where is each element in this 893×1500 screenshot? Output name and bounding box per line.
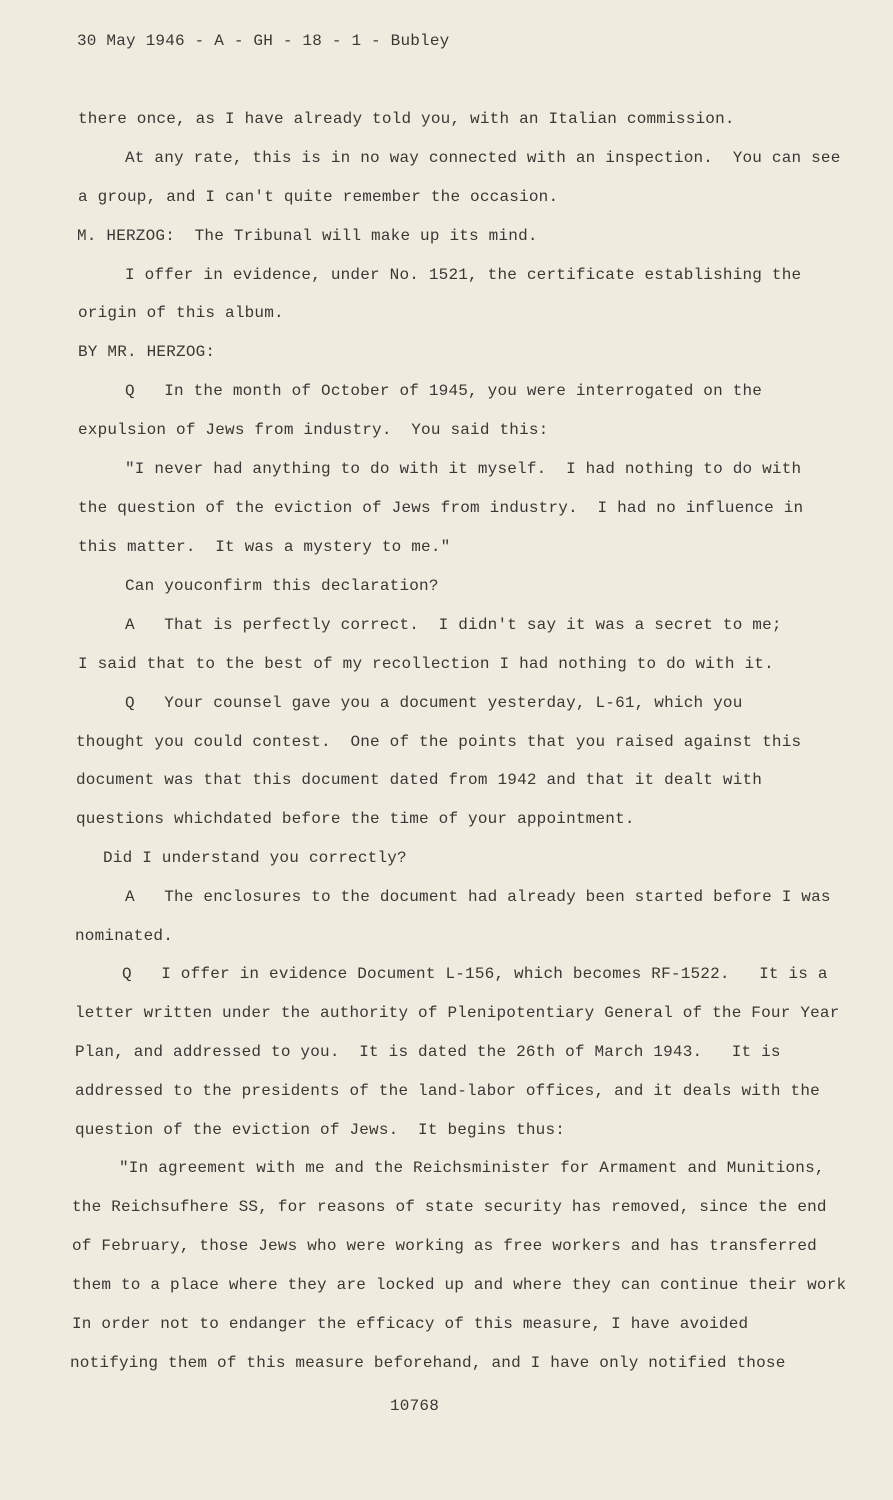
quote-line: of February, those Jews who were working as free workers and has transferred bbox=[72, 1237, 817, 1255]
text-line: Plan, and addressed to you. It is dated the 26th of March 1943. It is bbox=[75, 1043, 781, 1061]
quote-line: notifying them of this measure beforehand, and I have only notified those bbox=[70, 1354, 786, 1372]
text-line: document was that this document dated from 1942 and that it dealt with bbox=[76, 771, 763, 789]
quote-line: them to a place where they are locked up and where they can continue their work bbox=[72, 1276, 847, 1294]
text-line: Did I understand you correctly? bbox=[103, 849, 407, 867]
quote-line: the question of the eviction of Jews from industry. I had no influence in bbox=[78, 499, 804, 517]
text-line: a group, and I can't quite remember the occasion. bbox=[78, 188, 559, 206]
speaker-line: M. HERZOG: The Tribunal will make up its mind. bbox=[77, 227, 538, 245]
speaker-line: BY MR. HERZOG: bbox=[78, 343, 216, 361]
text-line: nominated. bbox=[75, 927, 174, 945]
text-line: addressed to the presidents of the land-labor offices, and it deals with the bbox=[75, 1082, 820, 1100]
quote-line: "In agreement with me and the Reichsminister for Armament and Munitions, bbox=[119, 1159, 825, 1177]
answer-line: A The enclosures to the document had already been started before I was bbox=[125, 888, 831, 906]
text-line: question of the eviction of Jews. It begins thus: bbox=[75, 1121, 566, 1139]
answer-line: A That is perfectly correct. I didn't say it was a secret to me; bbox=[125, 616, 782, 634]
text-line: At any rate, this is in no way connected with an inspection. You can see bbox=[125, 149, 841, 167]
text-line: letter written under the authority of Plenipotentiary General of the Four Year bbox=[75, 1004, 840, 1022]
text-line: I said that to the best of my recollection I had nothing to do with it. bbox=[78, 655, 774, 673]
question-line: Q Your counsel gave you a document yesterday, L-61, which you bbox=[125, 694, 743, 712]
quote-line: In order not to endanger the efficacy of this measure, I have avoided bbox=[72, 1315, 749, 1333]
text-line: Can youconfirm this declaration? bbox=[125, 577, 439, 595]
text-line: I offer in evidence, under No. 1521, the certificate establishing the bbox=[125, 266, 802, 284]
question-line: Q I offer in evidence Document L-156, which becomes RF-1522. It is a bbox=[122, 965, 828, 983]
text-line: origin of this album. bbox=[78, 304, 284, 322]
page-header: 30 May 1946 - A - GH - 18 - 1 - Bubley bbox=[77, 32, 450, 50]
text-line: expulsion of Jews from industry. You said this: bbox=[78, 421, 549, 439]
text-line: questions whichdated before the time of your appointment. bbox=[76, 810, 635, 828]
quote-line: this matter. It was a mystery to me." bbox=[78, 538, 451, 556]
page-number: 10768 bbox=[390, 1397, 440, 1415]
text-line: thought you could contest. One of the points that you raised against this bbox=[76, 733, 802, 751]
quote-line: the Reichsufhere SS, for reasons of state security has removed, since the end bbox=[72, 1198, 827, 1216]
text-line: there once, as I have already told you, with an Italian commission. bbox=[78, 110, 735, 128]
question-line: Q In the month of October of 1945, you were interrogated on the bbox=[125, 382, 763, 400]
quote-line: "I never had anything to do with it myself. I had nothing to do with bbox=[125, 460, 802, 478]
